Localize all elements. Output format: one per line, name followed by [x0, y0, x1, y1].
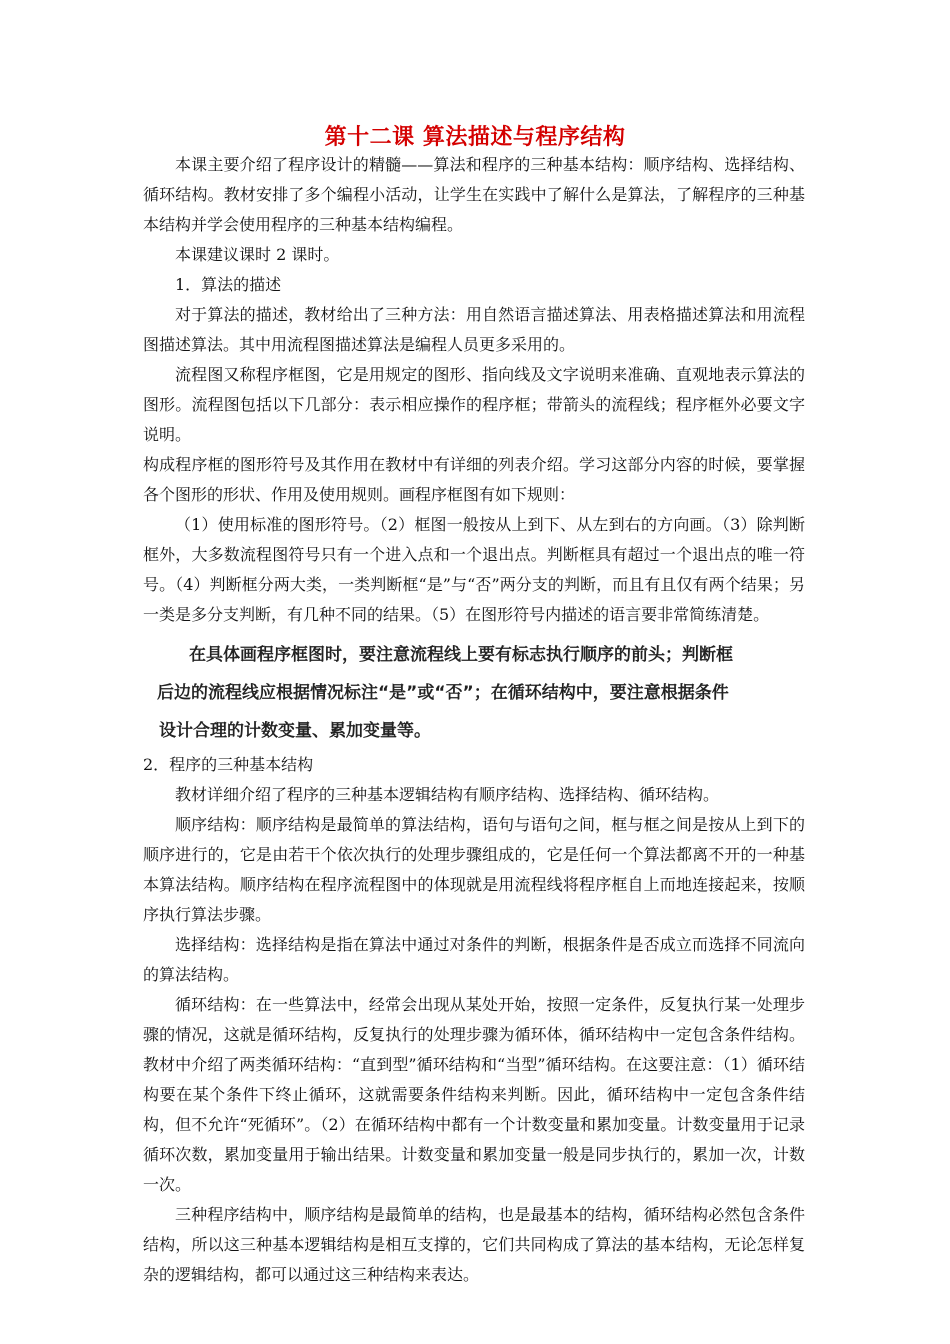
note-line: 在具体画程序框图时，要注意流程线上要有标志执行顺序的前头；判断框 — [189, 645, 733, 665]
intro-paragraph: 本课主要介绍了程序设计的精髓——算法和程序的三种基本结构：顺序结构、选择结构、循环结构。教材安排了多个编程小活动，让学生在实践中了解什么是算法，了解程序的三种基本结构并学会使用程序的三种基本结构编程。 — [143, 155, 805, 234]
section1-noindent-paragraph: 构成程序框的图形符号及其作用在教材中有详细的列表介绍。学习这部分内容的时候，要掌握各个图形的形状、作用及使用规则。画程序框图有如下规则： — [143, 455, 805, 504]
section1-heading: 1．算法的描述 — [175, 275, 282, 294]
section2-heading: 2．程序的三种基本结构 — [143, 755, 314, 774]
section2-paragraph: 教材详细介绍了程序的三种基本逻辑结构有顺序结构、选择结构、循环结构。 — [175, 785, 720, 804]
selection-structure: 选择结构：选择结构是指在算法中通过对条件的判断，根据条件是否成立而选择不同流向的算法结构。 — [143, 935, 805, 984]
sequence-structure: 顺序结构：顺序结构是最简单的算法结构，语句与语句之间，框与框之间是按从上到下的顺序进行的，它是由若干个依次执行的处理步骤组成的，它是任何一个算法都离不开的一种基本算法结构。顺序结构在程序流程图中的体现就是用流程线将程序框自上而地连接起来，按顺序执行算法步骤。 — [143, 815, 805, 924]
section1-paragraph: 对于算法的描述，教材给出了三种方法：用自然语言描述算法、用表格描述算法和用流程图描述算法。其中用流程图描述算法是编程人员更多采用的。 — [143, 305, 805, 354]
section1-paragraph: 流程图又称程序框图，它是用规定的图形、指向线及文字说明来准确、直观地表示算法的图形。流程图包括以下几部分：表示相应操作的程序框；带箭头的流程线；程序框外必要文字说明。 — [143, 365, 805, 444]
closing-paragraph: 三种程序结构中，顺序结构是最简单的结构，也是最基本的结构，循环结构必然包含条件结构，所以这三种基本逻辑结构是相互支撑的，它们共同构成了算法的基本结构，无论怎样复杂的逻辑结构，都可以通过这三种结构来表达。 — [143, 1205, 805, 1284]
flowchart-rules: （1）使用标准的图形符号。（2）框图一般按从上到下、从左到右的方向画。（3）除判断框外，大多数流程图符号只有一个进入点和一个退出点。判断框具有超过一个退出点的唯一符号。（4）判断框分两大类，一类判断框“是”与“否”两分支的判断，而且有且仅有两个结果；另一类是多分支判断，有几种不同的结果。（5）在图形符号内描述的语言要非常简练清楚。 — [143, 515, 805, 624]
note-line: 设计合理的计数变量、累加变量等。 — [159, 721, 431, 741]
loop-structure: 循环结构：在一些算法中，经常会出现从某处开始，按照一定条件，反复执行某一处理步骤的情况，这就是循环结构，反复执行的处理步骤为循环体，循环结构中一定包含条件结构。教材中介绍了两类循环结构：“直到型”循环结构和“当型”循环结构。在这要注意：（1）循环结构要在某个条件下终止循环，这就需要条件结构来判断。因此，循环结构中一定包含条件结构，但不允许“死循环”。（2）在循环结构中都有一个计数变量和累加变量。计数变量用于记录循环次数，累加变量用于输出结果。计数变量和累加变量一般是同步执行的，累加一次，计数一次。 — [143, 995, 805, 1194]
document-body — [143, 150, 805, 1290]
page-title: 第十二课 算法描述与程序结构 — [324, 125, 626, 150]
class-hours: 本课建议课时 2 课时。 — [175, 245, 340, 264]
scanned-note — [143, 636, 805, 750]
note-line: 后边的流程线应根据情况标注“是”或“否”；在循环结构中，要注意根据条件 — [157, 683, 729, 703]
